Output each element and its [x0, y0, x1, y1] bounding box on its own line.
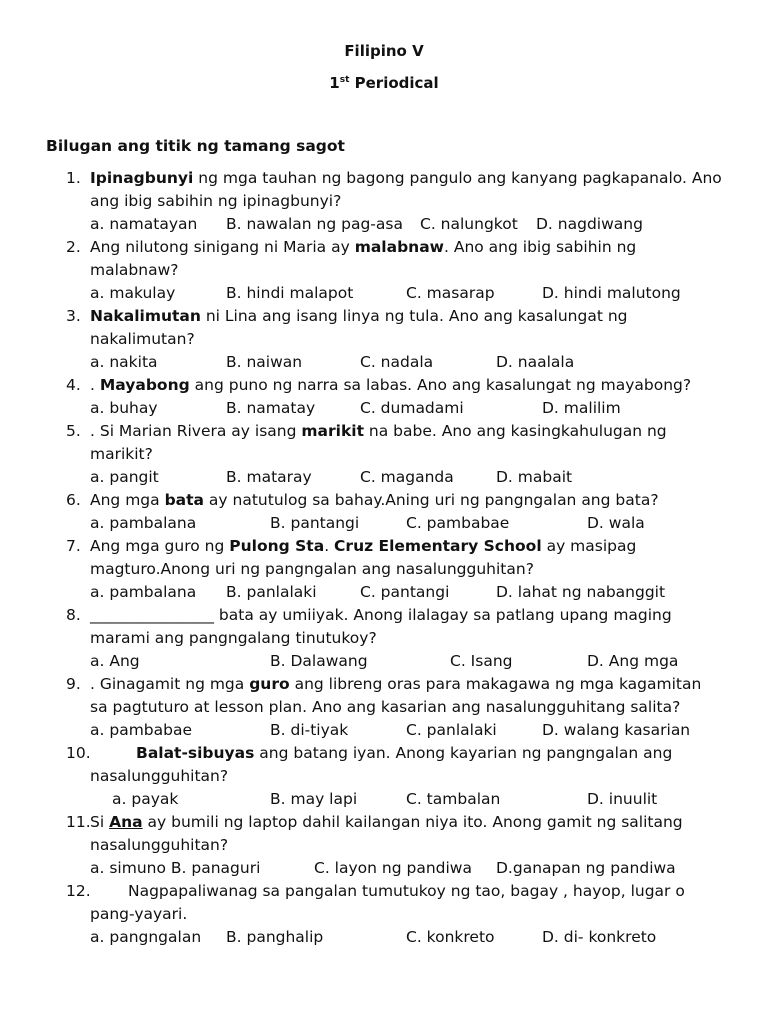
answer-choice[interactable]: B. naiwan [226, 353, 303, 371]
answer-choice[interactable]: D. naalala [496, 353, 575, 371]
answer-choice[interactable]: D. inuulit [587, 790, 658, 808]
answer-choice[interactable]: B. di-tiyak [270, 721, 349, 739]
answer-choice[interactable]: D. mabait [496, 468, 573, 486]
question-text-line [90, 629, 377, 647]
question-text-line [90, 675, 701, 693]
answer-choice[interactable]: C. dumadami [360, 399, 464, 417]
answer-choice[interactable]: C. nalungkot [420, 215, 518, 233]
answer-choice[interactable]: D.ganapan ng pandiwa [496, 859, 676, 877]
answer-choice[interactable]: D. Ang mga [587, 652, 679, 670]
question-text: ________________ bata ay umiiyak. Anong ilalagay sa patlang upang maging [90, 606, 672, 624]
question-text-line [90, 813, 683, 831]
answer-choice[interactable]: a. namatayan [90, 215, 198, 233]
question-text-line [90, 491, 659, 509]
question-text: sa pagtuturo at lesson plan. Ano ang kasarian ang nasalungguhitang salita? [90, 698, 681, 716]
subtitle-text: Periodical [349, 74, 439, 92]
question-text-line [90, 192, 341, 210]
question-text: ang ibig sabihin ng ipinagbunyi? [90, 192, 342, 210]
answer-choice[interactable]: B. panghalip [226, 928, 324, 946]
answer-choice[interactable]: B. namatay [226, 399, 316, 417]
question-text: ay bumili ng laptop dahil kailangan niya ito. Anong gamit ng salitang [142, 813, 683, 831]
question-text: na babe. Ano ang kasingkahulugan ng [364, 422, 667, 440]
question-number: 11. [66, 813, 91, 831]
key-word: malabnaw [354, 238, 444, 256]
answer-choice[interactable]: a. payak [112, 790, 179, 808]
question-text-line [90, 606, 672, 624]
question-text: Ang mga [90, 491, 165, 509]
question-text: ay natutulog sa bahay.Aning uri ng pangngalan ang bata? [204, 491, 659, 509]
question-text: pang-yayari. [90, 905, 188, 923]
question-text: ay masipag [541, 537, 637, 555]
question-text-line [90, 767, 228, 785]
answer-choice[interactable]: a. pambabae [90, 721, 192, 739]
subtitle-number: 1 [329, 74, 340, 92]
question-text: . [324, 537, 335, 555]
question-text-line [136, 744, 672, 762]
question-text: . Ano ang ibig sabihin ng [443, 238, 637, 256]
question-number: 5. [66, 422, 81, 440]
question-text: Ang nilutong sinigang ni Maria ay [90, 238, 355, 256]
question-number: 7. [66, 537, 81, 555]
question-text: malabnaw? [90, 261, 179, 279]
question-text: ang batang iyan. Anong kayarian ng pangngalan ang [254, 744, 673, 762]
answer-choice[interactable]: B. nawalan ng pag-asa [226, 215, 403, 233]
answer-choice[interactable]: B. pantangi [270, 514, 360, 532]
question-text: marikit? [90, 445, 153, 463]
question-text-line [90, 238, 636, 256]
answer-choice[interactable]: B. may lapi [270, 790, 358, 808]
question-text-line [90, 169, 722, 187]
question-text: ang libreng oras para makagawa ng mga kagamitan [289, 675, 702, 693]
answer-choice[interactable]: D. wala [587, 514, 645, 532]
question-text: . Si Marian Rivera ay isang [90, 422, 302, 440]
question-text: . Ginagamit ng mga [90, 675, 250, 693]
question-text: nakalimutan? [90, 330, 195, 348]
key-word: guro [249, 675, 290, 693]
question-text-line [90, 445, 153, 463]
answer-choice[interactable]: a. simuno B. panaguri [90, 859, 261, 877]
answer-choice[interactable]: a. buhay [90, 399, 158, 417]
question-text-line [90, 307, 628, 325]
answer-choice[interactable]: D. lahat ng nabanggit [496, 583, 666, 601]
question-text: Nagpapaliwanag sa pangalan tumutukoy ng tao, bagay , hayop, lugar o [128, 882, 685, 900]
key-word: Nakalimutan [90, 307, 201, 325]
answer-choice[interactable]: a. Ang [90, 652, 140, 670]
question-text-line [90, 537, 636, 555]
answer-choice[interactable]: B. panlalaki [226, 583, 317, 601]
question-text-line [90, 905, 187, 923]
question-text-line [90, 836, 228, 854]
answer-choice[interactable]: a. nakita [90, 353, 158, 371]
key-word: Ipinagbunyi [90, 169, 194, 187]
answer-choice[interactable]: C. konkreto [406, 928, 495, 946]
key-word: Cruz Elementary School [334, 537, 542, 555]
answer-choice[interactable]: C. Isang [450, 652, 513, 670]
key-word: Ana [109, 813, 143, 831]
question-text: ni Lina ang isang linya ng tula. Ano ang kasalungat ng [200, 307, 628, 325]
instruction-text: Bilugan ang titik ng tamang sagot [46, 137, 345, 155]
answer-choice[interactable]: D. walang kasarian [542, 721, 691, 739]
answer-choice[interactable]: a. pambalana [90, 514, 197, 532]
answer-choice[interactable]: C. tambalan [406, 790, 501, 808]
question-number: 4. [66, 376, 81, 394]
document-subtitle [0, 74, 768, 92]
answer-choice[interactable]: a. pangit [90, 468, 159, 486]
answer-choice[interactable]: C. panlalaki [406, 721, 497, 739]
answer-choice[interactable]: B. Dalawang [270, 652, 368, 670]
question-number: 6. [66, 491, 81, 509]
answer-choice[interactable]: C. layon ng pandiwa [314, 859, 472, 877]
answer-choice[interactable]: a. pambalana [90, 583, 197, 601]
subtitle-superscript: st [339, 75, 350, 85]
answer-choice[interactable]: a. makulay [90, 284, 176, 302]
answer-choice[interactable]: C. maganda [360, 468, 454, 486]
answer-choice[interactable]: D. hindi malutong [542, 284, 681, 302]
question-number: 9. [66, 675, 81, 693]
answer-choice[interactable]: B. hindi malapot [226, 284, 354, 302]
question-text-line [90, 330, 195, 348]
question-text-line [128, 882, 685, 900]
question-text: ang puno ng narra sa labas. Ano ang kasalungat ng mayabong? [189, 376, 692, 394]
answer-choice[interactable]: C. pambabae [406, 514, 510, 532]
question-text-line [90, 376, 691, 394]
key-word: Mayabong [99, 376, 190, 394]
question-number: 10. [66, 744, 91, 762]
key-word: marikit [301, 422, 364, 440]
question-text: Ang mga guro ng [90, 537, 230, 555]
question-text: ng mga tauhan ng bagong pangulo ang kanyang pagkapanalo. Ano [193, 169, 722, 187]
question-number: 12. [66, 882, 91, 900]
answer-choice[interactable]: D. di- konkreto [542, 928, 657, 946]
answer-choice[interactable]: C. nadala [360, 353, 434, 371]
document-title: Filipino V [344, 42, 424, 60]
question-text: nasalungguhitan? [90, 767, 229, 785]
question-text: nasalungguhitan? [90, 836, 229, 854]
answer-choice[interactable]: a. pangngalan [90, 928, 202, 946]
question-text-line [90, 261, 178, 279]
question-number: 3. [66, 307, 81, 325]
question-text: Si [90, 813, 110, 831]
question-text: magturo.Anong uri ng pangngalan ang nasalungguhitan? [90, 560, 534, 578]
key-word: bata [164, 491, 204, 509]
question-text-line [90, 560, 534, 578]
answer-choice[interactable]: D. malilim [542, 399, 621, 417]
answer-choice[interactable]: C. masarap [406, 284, 495, 302]
question-number: 1. [66, 169, 81, 187]
question-text: . [90, 376, 100, 394]
question-text: marami ang pangngalang tinutukoy? [90, 629, 377, 647]
answer-choice[interactable]: D. nagdiwang [536, 215, 643, 233]
answer-choice[interactable]: C. pantangi [360, 583, 450, 601]
key-word: Pulong Sta [229, 537, 325, 555]
question-text-line [90, 422, 667, 440]
answer-choice[interactable]: B. mataray [226, 468, 312, 486]
key-word: Balat-sibuyas [136, 744, 255, 762]
question-number: 8. [66, 606, 81, 624]
question-text-line [90, 698, 680, 716]
question-number: 2. [66, 238, 81, 256]
